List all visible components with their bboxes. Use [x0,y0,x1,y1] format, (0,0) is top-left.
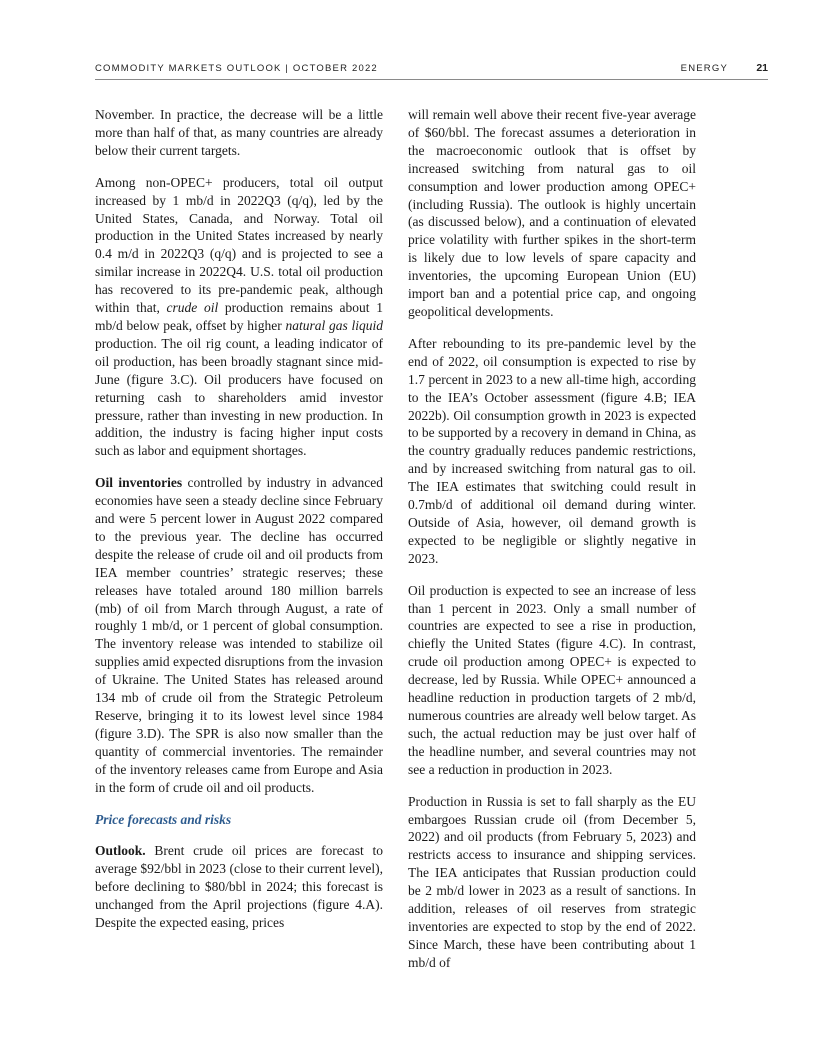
paragraph-november: November. In practice, the decrease will be a little more than half of that, as many countries are already below their current targets. [95,107,383,158]
subheading-price-forecasts: Price forecasts and risks [95,811,232,827]
left-column [95,106,383,932]
page-header [95,60,768,80]
paragraph-non-opec: Among non-OPEC+ producers, total oil output increased by 1 mb/d in 2022Q3 (q/q), led by the United States, Canada, and Norway. Total oil production in the United States increased by nearly 0.4 m/d in 2022Q3 (q/q) and is projected to see a similar increase in 2022Q4. U.S. total oil production has recovered to its pre-pandemic peak, although within that, crude oil production remains about 1 mb/d below peak, offset by higher natural gas liquid production. The oil rig count, a leading indicator of oil production, has been broadly stagnant since mid-June (figure 3.C). Oil producers have focused on returning cash to shareholders amid investor pressure, rather than investing in new production. In addition, the industry is facing higher input costs such as labor and equipment shortages. [95,174,384,459]
paragraph-oil-production: Oil production is expected to see an increase of less than 1 percent in 2023. Only a small number of countries are expected to see a rise in production, chiefly the United States (figure 4.C). In contrast, crude oil production among OPEC+ is expected to decrease, led by Russia. While OPEC+ announced a headline reduction in production targets of 2 mb/d, numerous countries are already well below target. As such, the actual reduction may be just over half of the headline number, and several countries may not see a reduction in production in 2023. [408,582,696,777]
paragraph-oil-consumption: After rebounding to its pre-pandemic level by the end of 2022, oil consumption is expected to rise by 1.7 percent in 2023 to a new all-time high, according to the IEA’s October assessment (figure 4.B; IEA 2022b). Oil consumption growth in 2023 is expected to be supported by a recovery in demand in China, as the country gradually reduces pandemic restrictions, and by increased switching from natural gas to oil. The IEA estimates that switching could result in 0.7mb/d of additional oil demand during winter. Outside of Asia, however, oil demand growth is expected to be negligible or slightly negative in 2023. [408,335,696,566]
run-in-heading-oil-inventories: Oil inventories [95,475,183,491]
paragraph-outlook: Outlook. Brent crude oil prices are forecast to average $92/bbl in 2023 (close to their current level), before declining to $80/bbl in 2024; this forecast is unchanged from the April projections (figure 4.A). Despite the expected easing, prices [95,843,383,931]
paragraph-oil-inventories: Oil inventories controlled by industry in advanced economies have seen a steady decline since February and were 5 percent lower in August 2022 compared to the previous year. The decline has occurred despite the release of crude oil and oil products from IEA member countries’ strategic reserves; these releases have totaled around 180 million barrels (mb) of oil from March through August, a rate of roughly 1 mb/d, or 1 percent of global consumption. The inventory release was intended to stabilize oil supplies amid expected disruptions from the invasion of Ukraine. The United States has released around 134 mb of crude oil from the Strategic Petroleum Reserve, bringing it to its lowest level since 1984 (figure 3.D). The SPR is also now smaller than the quantity of commercial inventories. The remainder of the inventory releases came from Europe and Asia in the form of crude oil and oil products. [95,475,384,795]
publication-title: COMMODITY MARKETS OUTLOOK | OCTOBER 2022 [95,63,378,74]
paragraph-price-average: will remain well above their recent five-year average of $60/bbl. The forecast assumes a deterioration in the macroeconomic outlook that is offset by increased switching from natural gas to oil consumption and lower production among OPEC+ (including Russia). The outlook is highly uncertain (as discussed below), and a continuation of elevated price volatility with further spikes in the short-term is likely due to low levels of spare capacity and inventories, the upcoming European Union (EU) import ban and a potential price cap, and ongoing geopolitical developments. [408,107,696,319]
term-crude-oil: crude oil [166,300,219,316]
run-in-heading-outlook: Outlook. [95,843,146,859]
right-column [408,106,696,972]
page-number: 21 [756,62,768,74]
paragraph-russia-production: Production in Russia is set to fall sharply as the EU embargoes Russian crude oil (from December 5, 2022) and oil products (from February 5, 2023) and restricts access to insurance and shipping services. The IEA anticipates that Russian production could be 2 mb/d lower in 2023 as a result of sanctions. In addition, releases of oil reserves from strategic inventories are expected to stop by the end of 2022. Since March, these have been contributing about 1 mb/d of [408,793,696,970]
section-name: ENERGY [680,63,728,74]
term-natural-gas-liquid: natural gas liquid [285,317,383,333]
